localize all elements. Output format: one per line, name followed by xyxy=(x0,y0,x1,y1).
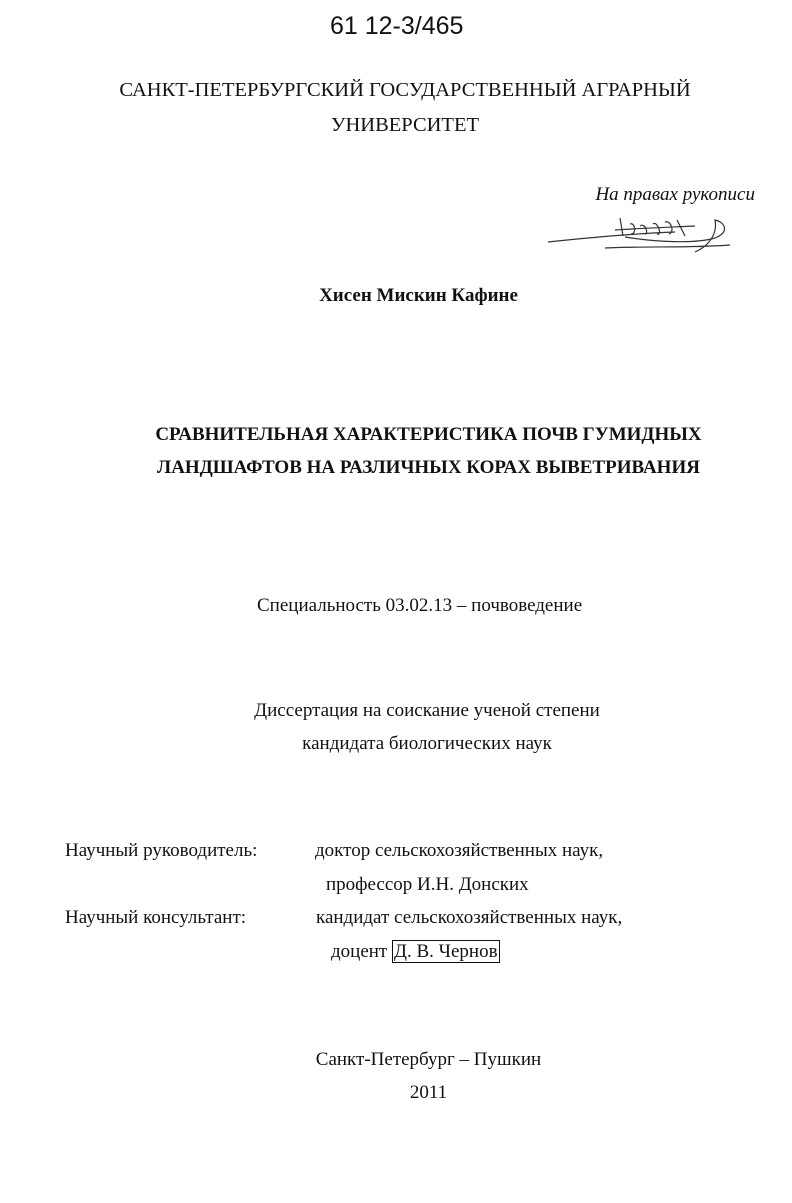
author-name: Хисен Мискин Кафине xyxy=(319,285,518,306)
supervisor-name: профессор И.Н. Донских xyxy=(326,874,529,895)
consultant-name-line xyxy=(331,942,500,961)
place: Санкт-Петербург – Пушкин xyxy=(315,1049,542,1070)
consultant-label: Научный консультант: xyxy=(65,907,247,928)
supervisor-degree: доктор сельскохозяйственных наук, xyxy=(315,840,604,861)
degree-line-1: Диссертация на соискание ученой степени xyxy=(254,700,600,721)
institution-line-2: УНИВЕРСИТЕТ xyxy=(330,114,479,136)
manuscript-note: На правах рукописи xyxy=(595,184,755,205)
supervisor-label: Научный руководитель: xyxy=(65,840,258,861)
year: 2011 xyxy=(409,1082,448,1103)
title-line-1: СРАВНИТЕЛЬНАЯ ХАРАКТЕРИСТИКА ПОЧВ ГУМИДНЫХ xyxy=(155,424,702,445)
signature-image xyxy=(545,212,735,257)
archive-code: 61 12-3/465 xyxy=(330,12,464,40)
institution-line-1: САНКТ-ПЕТЕРБУРГСКИЙ ГОСУДАРСТВЕННЫЙ АГРАРНЫЙ xyxy=(119,79,691,101)
consultant-name: Д. В. Чернов xyxy=(394,941,498,962)
title-line-2: ЛАНДШАФТОВ НА РАЗЛИЧНЫХ КОРАХ ВЫВЕТРИВАНИЯ xyxy=(157,457,700,478)
degree-line-2: кандидата биологических наук xyxy=(302,733,552,754)
speciality: Специальность 03.02.13 – почвоведение xyxy=(257,595,583,616)
consultant-degree: кандидат сельскохозяйственных наук, xyxy=(316,907,623,928)
consultant-title: доцент xyxy=(331,941,388,962)
